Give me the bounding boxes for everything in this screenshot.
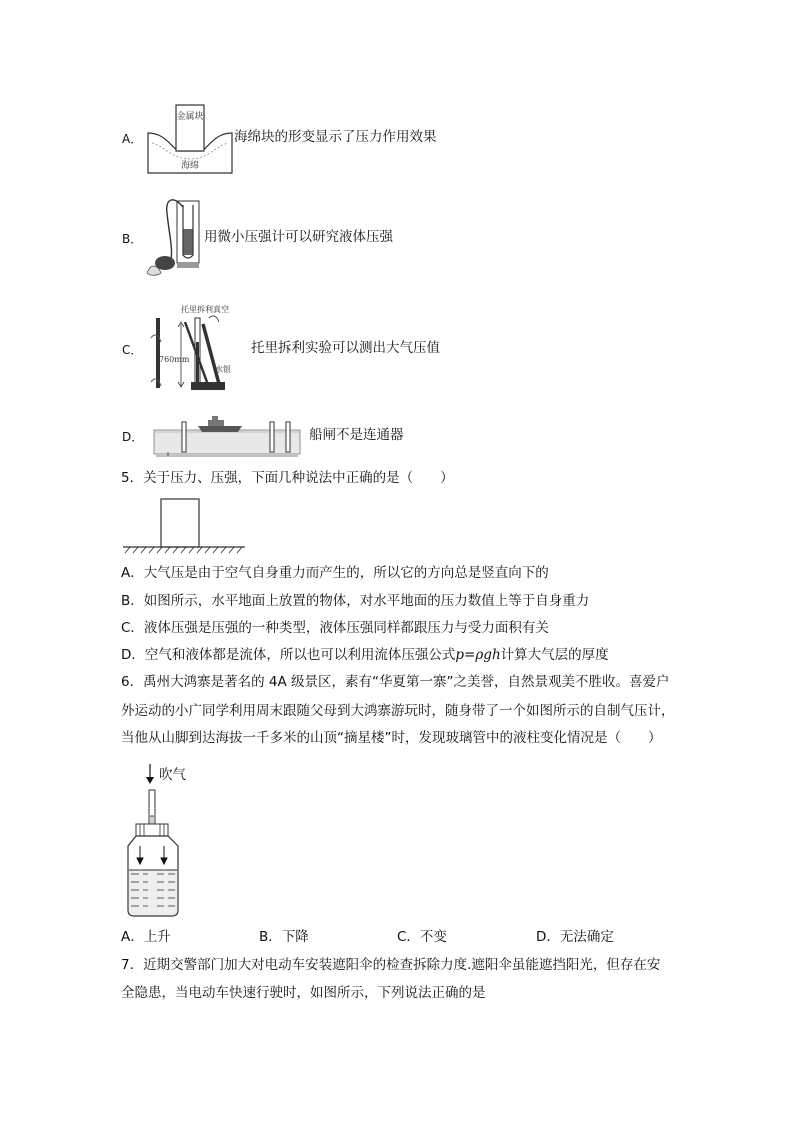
block-on-ground-figure <box>123 497 247 559</box>
q5-option-b: B．如图所示，水平地面上放置的物体，对水平地面的压力数值上等于自身重力 <box>121 593 590 609</box>
q7-stem-line-1: 7．近期交警部门加大对电动车安装遮阳伞的检查拆除力度.遮阳伞虽能遮挡阳光，但存在安 <box>121 957 661 973</box>
option-letter: B． <box>122 232 143 246</box>
option-letter: A． <box>122 132 143 146</box>
q7-stem-line-2: 全隐患，当电动车快速行驶时，如图所示，下列说法正确的是 <box>121 985 486 1001</box>
q5-option-d <box>121 645 609 665</box>
sponge-label: 海绵 <box>180 161 200 171</box>
q6-stem-line-3: 当他从山脚到达海拔一千多米的山顶“摘星楼”时，发现玻璃管中的液柱变化情况是（ ） <box>121 730 662 746</box>
torricelli-figure <box>145 302 245 398</box>
q5-option-a: A．大气压是由于空气自身重力而产生的，所以它的方向总是竖直向下的 <box>121 565 549 581</box>
option-b-text: 用微小压强计可以研究液体压强 <box>204 229 393 245</box>
option-c-text: 托里拆利实验可以测出大气压值 <box>251 340 440 356</box>
metal-block-label: 金属块 <box>176 112 204 122</box>
mercury-label: 水银 <box>215 365 231 374</box>
pressure-formula: p=ρgh <box>455 647 501 663</box>
q6-stem-line-1: 6．禹州大鸿寨是著名的 4A 级景区，素有“华夏第一寨”之美誉，自然景观美不胜收。喜爱户 <box>121 674 670 690</box>
q5-option-c: C．液体压强是压强的一种类型，液体压强同样都跟压力与受力面积有关 <box>121 620 549 636</box>
option-letter: C． <box>122 343 143 357</box>
option-d-text: 船闸不是连通器 <box>309 427 404 443</box>
q5-stem: 5．关于压力、压强，下面几种说法中正确的是（ ） <box>121 470 454 486</box>
manometer-figure <box>143 193 203 283</box>
blow-air-label: 吹气 <box>159 767 186 783</box>
option-letter: D． <box>122 430 144 444</box>
height-label: 760mm <box>159 355 190 364</box>
q5-option-d-pre: D．空气和液体都是流体，所以也可以利用流体压强公式 <box>121 647 456 663</box>
q6-option-b: B．下降 <box>259 929 309 945</box>
q6-option-d: D．无法确定 <box>536 929 614 945</box>
q6-stem-line-2: 外运动的小广同学利用周末跟随父母到大鸿寨游玩时，随身带了一个如图所示的自制气压计， <box>121 703 675 719</box>
ship-lock-figure <box>152 410 304 462</box>
option-a-text: 海绵块的形变显示了压力作用效果 <box>234 129 437 145</box>
vacuum-label: 托里拆利真空 <box>181 305 229 314</box>
q6-option-a: A．上升 <box>121 929 171 945</box>
q5-option-d-post: 计算大气层的厚度 <box>500 647 609 663</box>
q6-option-c: C．不变 <box>397 929 447 945</box>
sponge-figure <box>146 103 234 179</box>
